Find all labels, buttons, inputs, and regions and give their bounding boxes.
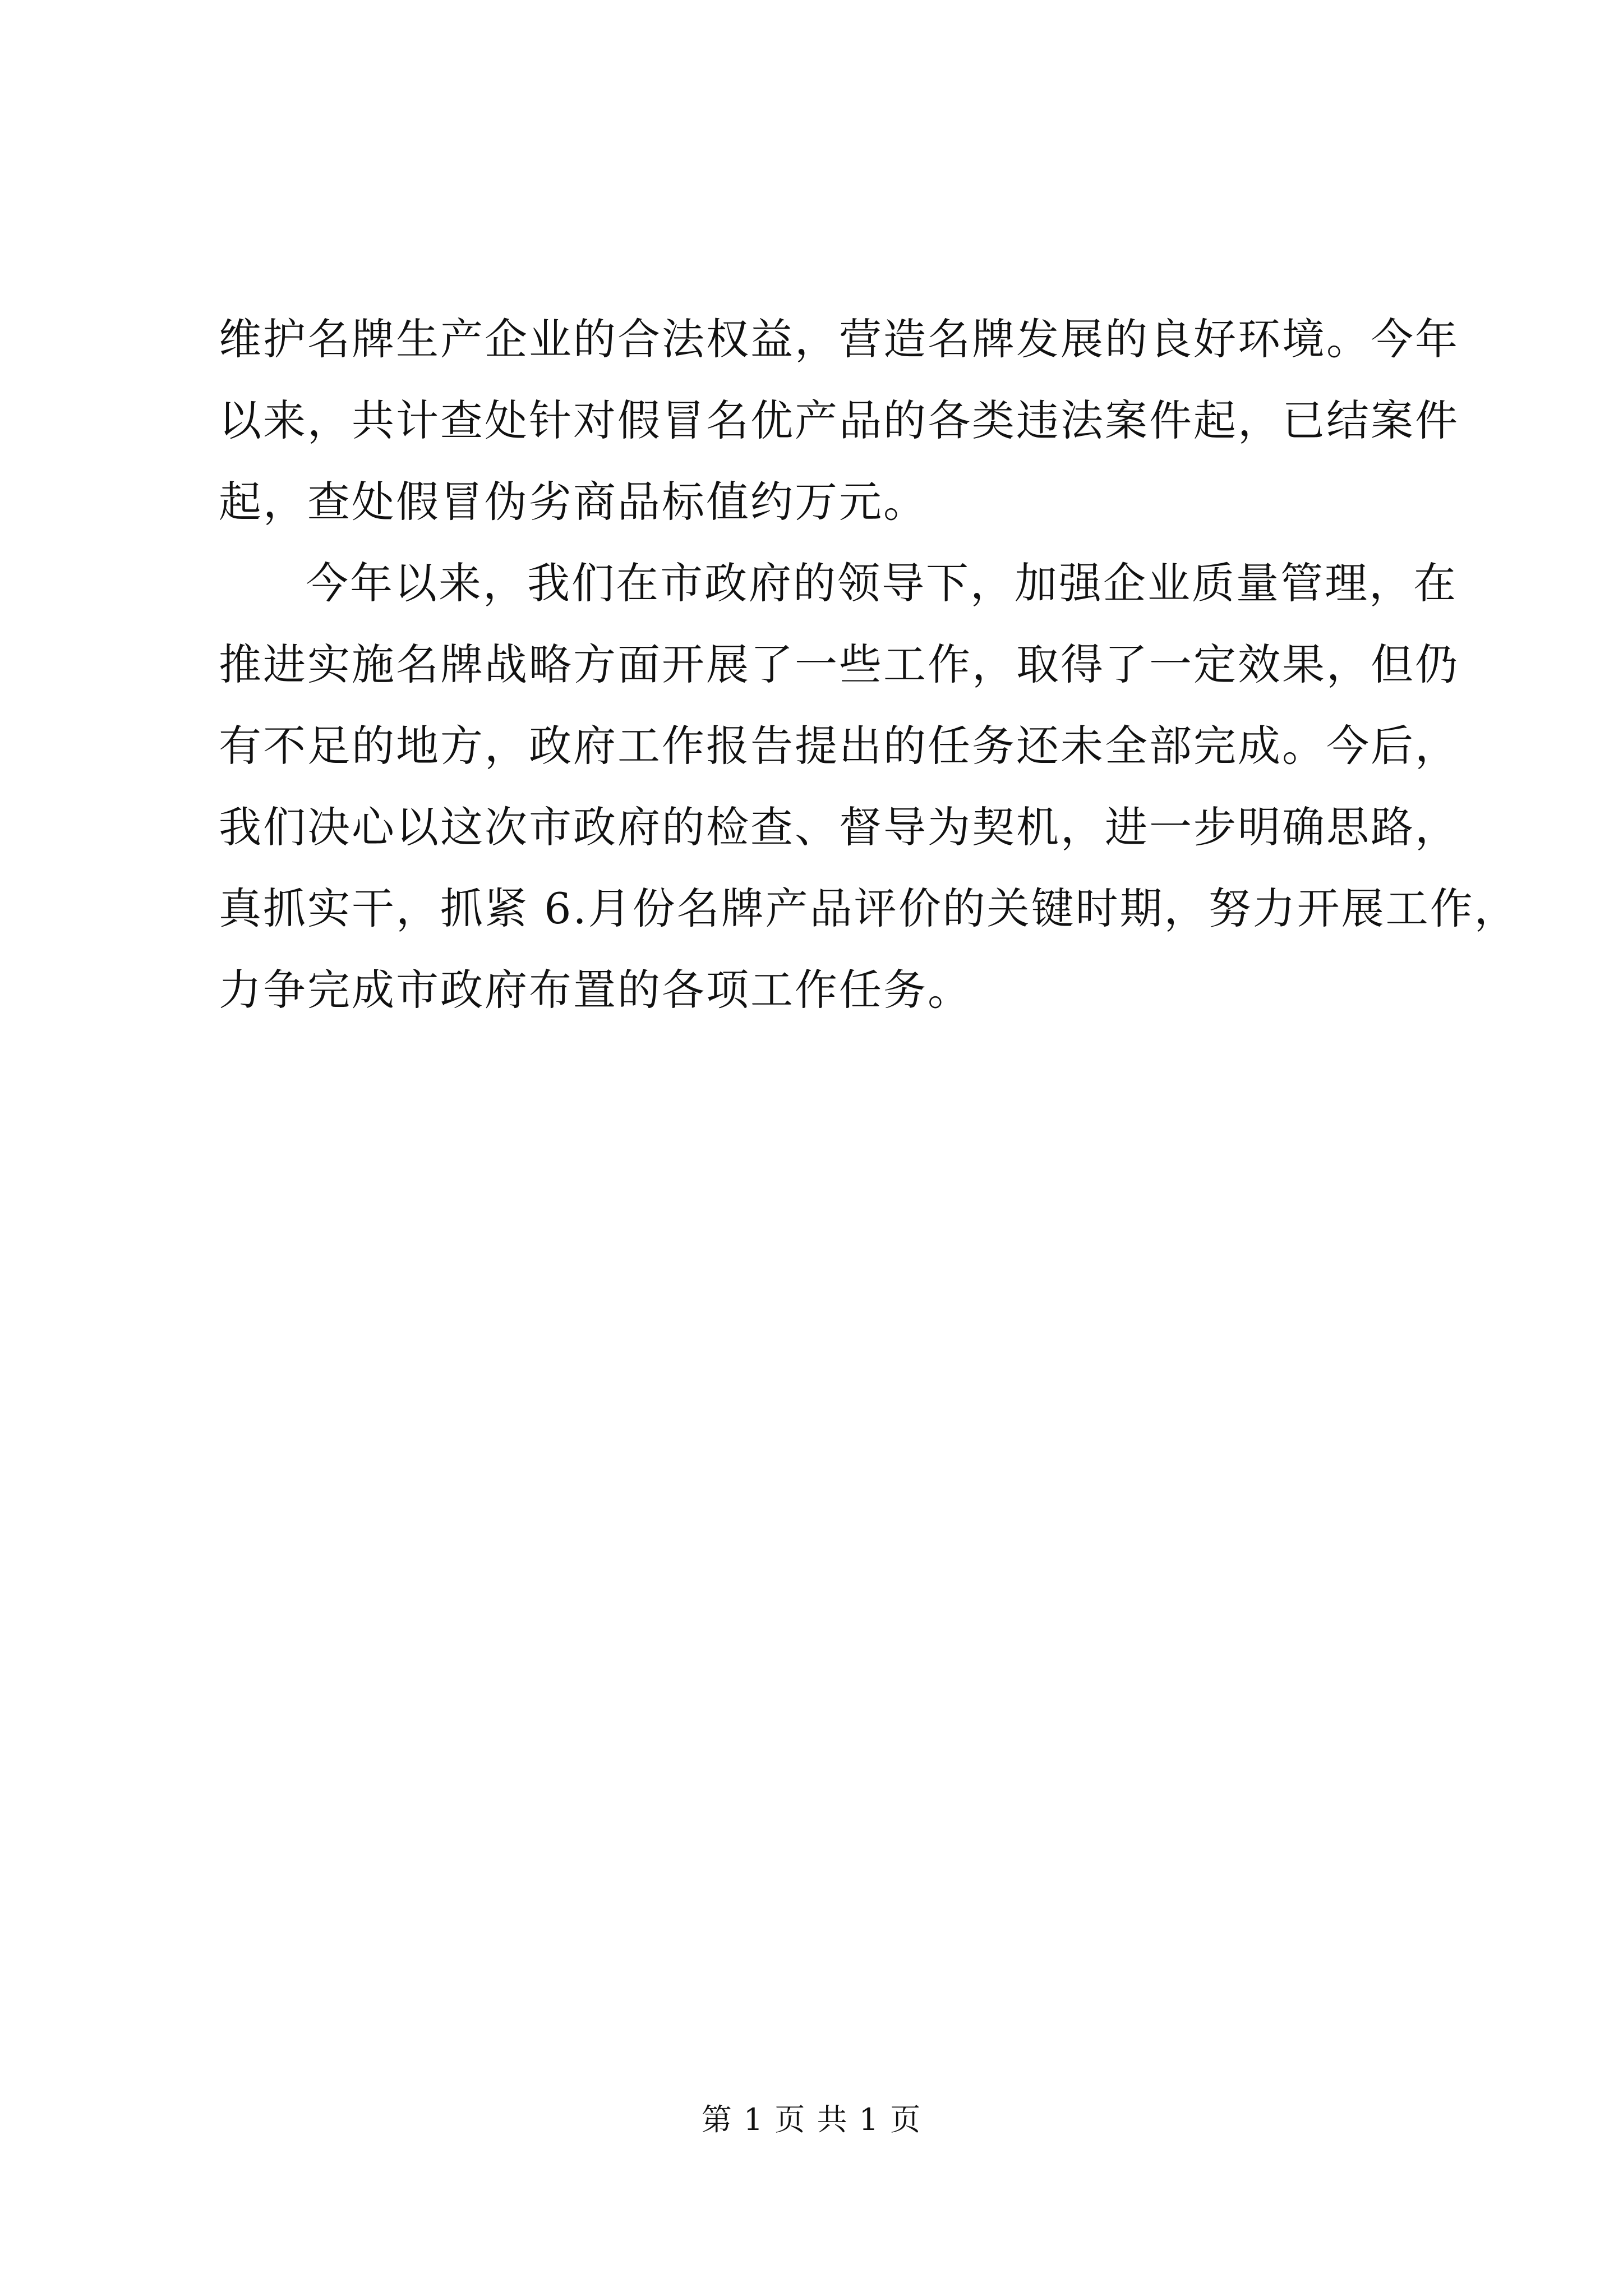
paragraph-2-line-1: 今年以来，我们在市政府的领导下，加强企业质量管理，在	[306, 558, 1458, 608]
paragraph-2-line-2: 推进实施名牌战略方面开展了一些工作，取得了一定效果，但仍	[219, 639, 1459, 689]
page-footer: 第 1 页 共 1 页	[701, 2102, 922, 2137]
document-body	[219, 298, 1519, 1030]
paragraph-1-line-2: 以来，共计查处针对假冒名优产品的各类违法案件起，已结案件	[219, 395, 1459, 445]
paragraph-2-line-6: 力争完成市政府布置的各项工作任务。	[219, 965, 972, 1015]
paragraph-1-line-1: 维护名牌生产企业的合法权益，营造名牌发展的良好环境。今年	[219, 314, 1459, 364]
paragraph-1-line-3: 起，查处假冒伪劣商品标值约万元。	[219, 477, 928, 527]
paragraph-2-line-3: 有不足的地方，政府工作报告提出的任务还未全部完成。今后，	[219, 721, 1459, 771]
paragraph-2-line-4: 我们决心以这次市政府的检查、督导为契机，进一步明确思路，	[219, 802, 1459, 852]
paragraph-2-line-5: 真抓实干，抓紧 6.月份名牌产品评价的关键时期，努力开展工作，	[219, 884, 1519, 933]
